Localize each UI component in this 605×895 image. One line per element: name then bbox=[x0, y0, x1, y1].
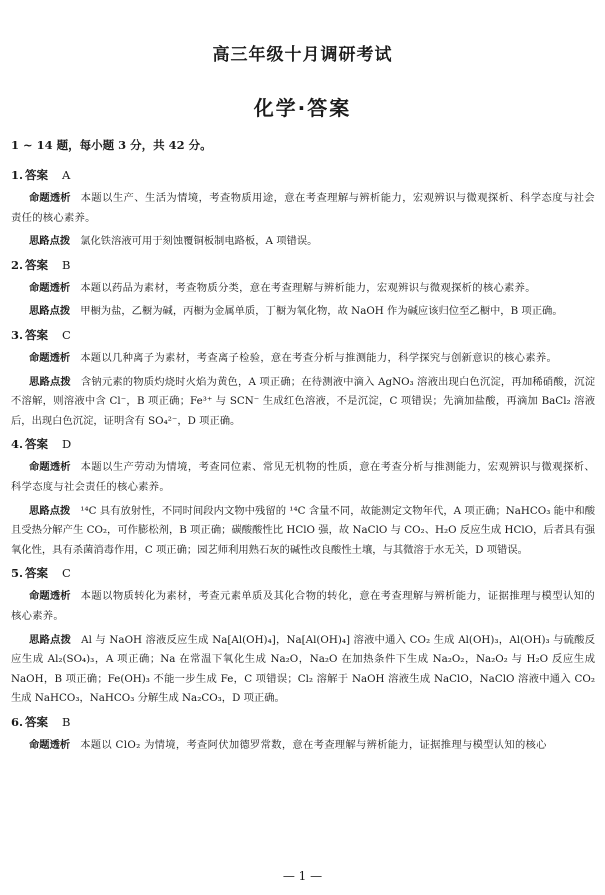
hint-text: ¹⁴C 具有放射性，不同时间段内文物中残留的 ¹⁴C 含量不同，故能测定文物年代，A 项正确；NaHCO₃ 能中和酸且受热分解产生 CO₂，可作膨松剂，B 项正确；碳酸酸性比 HClO 强，故 NaClO 与 CO₂、H₂O 反应生成 HClO，后者具有强氧化性，具有杀菌消毒作用，C 项正确；园艺师利用熟石灰的碱性改良酸性土壤，与其微溶于水无关，D 项错误。 bbox=[11, 504, 595, 556]
analysis-label: 命题透析 bbox=[29, 461, 71, 474]
analysis-text: 本题以生产、生活为情境，考查物质用途，意在考查理解与辨析能力，宏观辨识与微观探析、科学态度与社会责任的核心素养。 bbox=[11, 192, 595, 224]
analysis-text: 本题以 ClO₂ 为情境，考查阿伏加德罗常数，意在考查理解与辨析能力，证据推理与模型认知的核心 bbox=[80, 738, 547, 751]
answer-label: 答案 bbox=[25, 327, 49, 342]
analysis-label: 命题透析 bbox=[29, 192, 71, 204]
answer-label: 答案 bbox=[25, 168, 49, 182]
question-2-answer bbox=[11, 256, 595, 275]
answer-choice: B bbox=[62, 257, 71, 272]
question-number: 6. bbox=[11, 714, 24, 729]
page-number: — 1 — bbox=[282, 869, 323, 883]
hint-text: 甲橱为盐，乙橱为碱，丙橱为金属单质，丁橱为氧化物，故 NaOH 作为碱应该归位至乙橱中，B 项正确。 bbox=[80, 305, 563, 318]
hint-label: 思路点拨 bbox=[29, 633, 72, 646]
question-number: 5. bbox=[11, 566, 24, 581]
question-2-hint bbox=[11, 302, 595, 322]
page-subtitle: 化学·答案 bbox=[253, 96, 352, 120]
question-4-hint bbox=[11, 502, 595, 561]
hint-text: Al 与 NaOH 溶液反应生成 Na[Al(OH)₄]，Na[Al(OH)₄] 溶液中通入 CO₂ 生成 Al(OH)₃，Al(OH)₃ 与硫酸反应生成 Al₂(SO₄)₃，A 项正确；Na 在常温下氧化生成 Na₂O，Na₂O 在加热条件下生成 Na₂O₂，Na₂O₂ 与 H₂O 反应生成 NaOH，B 项正确；Fe(OH)₃ 不能一步生成 Fe，C 项错误；Cl₂ 溶解于 NaOH 溶液生成 NaClO，NaClO 溶液中通入 CO₂ 生成 NaHCO₃，NaHCO₃ 分解生成 Na₂CO₃，D 项正确。 bbox=[11, 633, 595, 705]
question-5-analysis bbox=[11, 587, 595, 626]
analysis-label: 命题透析 bbox=[29, 590, 71, 603]
question-2-analysis bbox=[11, 279, 595, 299]
answer-label: 答案 bbox=[25, 257, 49, 272]
analysis-text: 本题以生产劳动为情境，考查同位素、常见无机物的性质，意在考查分析与推测能力，宏观辨识与微观探析、科学态度与社会责任的核心素养。 bbox=[11, 461, 595, 493]
question-number: 2. bbox=[11, 257, 24, 272]
question-1-hint bbox=[11, 232, 595, 252]
analysis-text: 本题以药品为素材，考查物质分类，意在考查理解与辨析能力，宏观辨识与微观探析的核心素养。 bbox=[80, 281, 536, 294]
question-number: 1. bbox=[11, 168, 24, 182]
answer-label: 答案 bbox=[25, 566, 49, 581]
analysis-label: 命题透析 bbox=[29, 738, 71, 751]
answer-choice: D bbox=[62, 437, 72, 452]
question-6-answer bbox=[11, 713, 595, 732]
answer-label: 答案 bbox=[25, 437, 49, 452]
answer-choice: A bbox=[62, 168, 71, 182]
answer-list bbox=[11, 162, 595, 755]
question-1-analysis bbox=[11, 189, 595, 228]
question-5-hint bbox=[11, 631, 595, 709]
analysis-label: 命题透析 bbox=[29, 281, 71, 294]
hint-label: 思路点拨 bbox=[29, 235, 71, 248]
question-6-analysis bbox=[11, 736, 595, 756]
analysis-label: 命题透析 bbox=[29, 351, 71, 364]
question-number: 3. bbox=[11, 327, 24, 342]
question-1-answer bbox=[11, 166, 595, 185]
hint-label: 思路点拨 bbox=[29, 504, 71, 517]
question-4-analysis bbox=[11, 458, 595, 497]
answer-choice: B bbox=[62, 714, 71, 729]
hint-text: 含钠元素的物质灼烧时火焰为黄色，A 项正确；在待测液中滴入 AgNO₃ 溶液出现白色沉淀，再加稀硝酸，沉淀不溶解，则溶液中含 Cl⁻，B 项正确；Fe³⁺ 与 SCN⁻ 生成红色溶液，不是沉淀，C 项错误；先滴加盐酸，再滴加 BaCl₂ 溶液后，出现白色沉淀，证明含有 SO₄²⁻，D 项正确。 bbox=[11, 375, 595, 427]
question-number: 4. bbox=[11, 437, 24, 452]
answer-label: 答案 bbox=[25, 714, 49, 729]
page-title: 高三年级十月调研考试 bbox=[212, 45, 393, 65]
hint-text: 氯化铁溶液可用于刻蚀覆铜板制电路板，A 项错误。 bbox=[80, 235, 318, 248]
question-3-hint bbox=[11, 373, 595, 432]
answer-choice: C bbox=[62, 327, 71, 342]
question-3-answer bbox=[11, 326, 595, 345]
analysis-text: 本题以物质转化为素材，考查元素单质及其化合物的转化，意在考查理解与辨析能力，证据推理与模型认知的核心素养。 bbox=[11, 590, 595, 622]
hint-label: 思路点拨 bbox=[29, 305, 71, 318]
question-5-answer bbox=[11, 564, 595, 583]
question-3-analysis bbox=[11, 349, 595, 369]
question-4-answer bbox=[11, 435, 595, 454]
analysis-text: 本题以几种离子为素材，考查离子检验，意在考查分析与推测能力，科学探究与创新意识的核心素养。 bbox=[80, 351, 558, 364]
hint-label: 思路点拨 bbox=[29, 375, 71, 388]
answer-choice: C bbox=[62, 566, 71, 581]
intro-line: 1 ~ 14 题，每小题 3 分，共 42 分。 bbox=[11, 138, 212, 152]
